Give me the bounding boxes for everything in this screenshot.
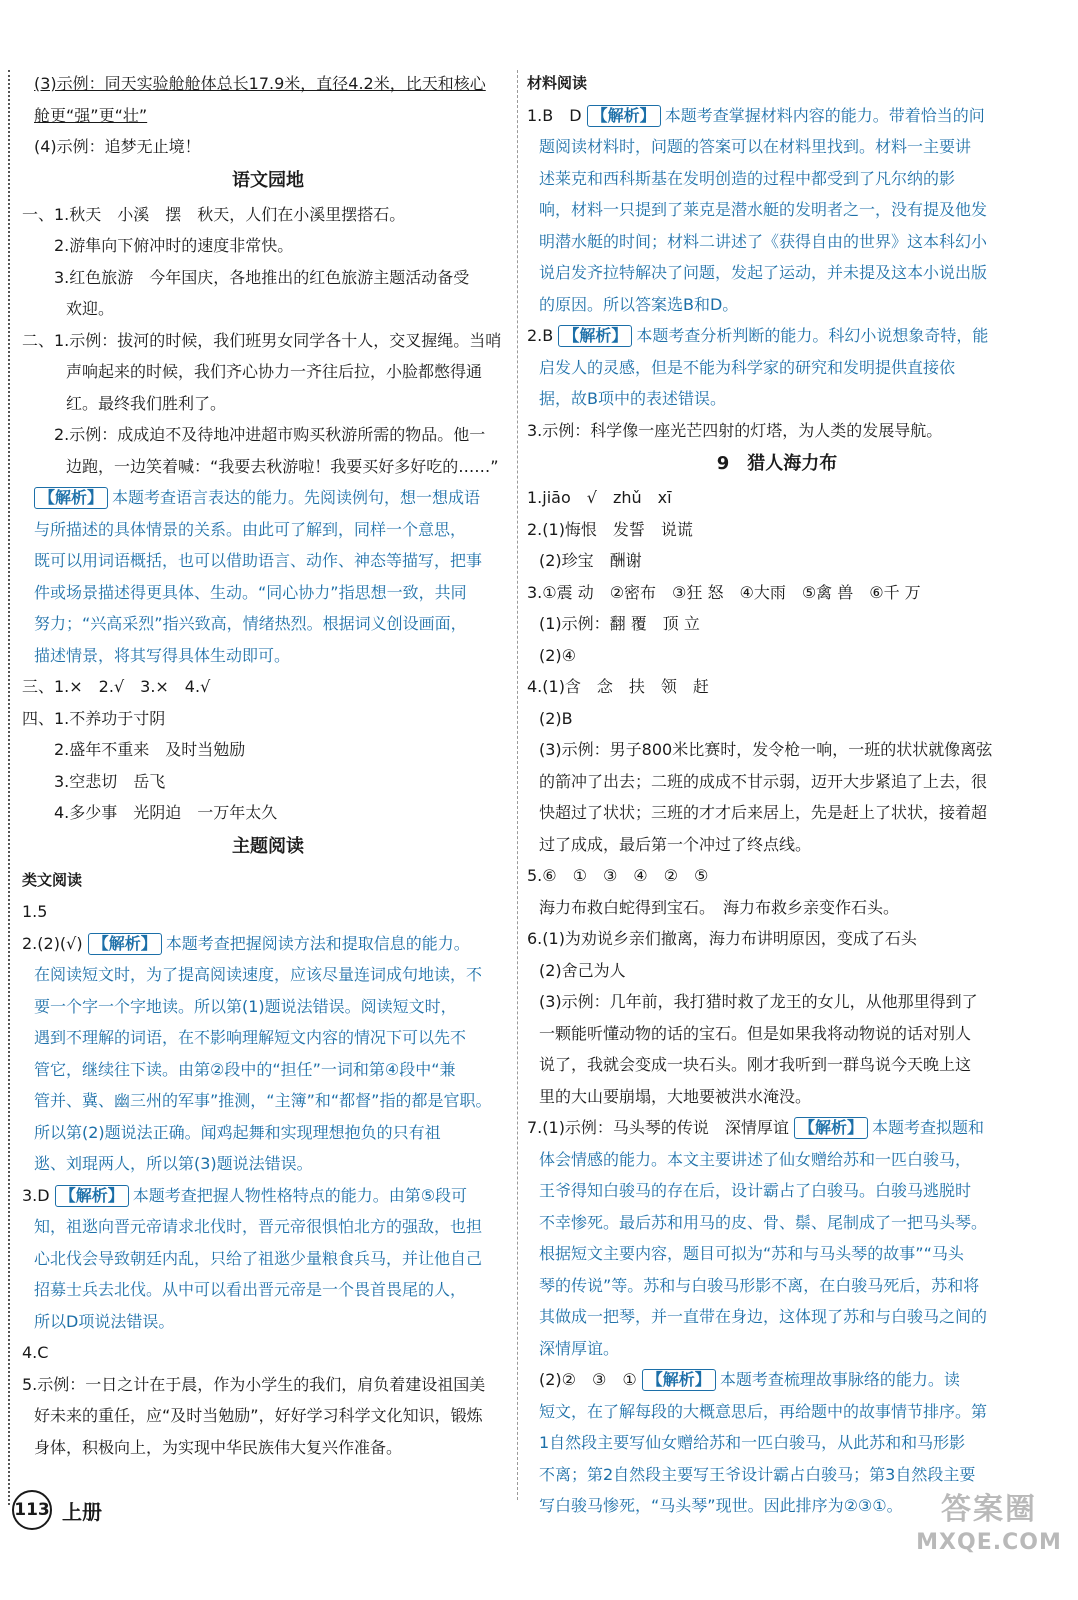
answer-line: 快超过了状状；三班的才才后来居上，先是赶上了状状，接着超 — [539, 803, 988, 822]
answer-line — [527, 1112, 1027, 1144]
explanation-line: 逖、刘琨两人，所以第(3)题说法错误。 — [34, 1154, 313, 1173]
answer-text: 2.(2)(√) — [22, 933, 83, 953]
explanation-line: 管并、冀、幽三州的军事”推测，“主簿”和“都督”指的都是官职。 — [34, 1091, 492, 1110]
right-column — [527, 68, 1027, 1522]
explanation-line: 1自然段主要写仙女赠给苏和一匹白骏马，从此苏和和马形影 — [539, 1433, 966, 1452]
answer-line: 的箭冲了出去；二班的成成不甘示弱，迈开大步紧追了上去，很 — [539, 771, 988, 791]
answer-line: 2.盛年不重来 及时当勉励 — [54, 740, 246, 759]
answer-line: 好未来的重任，应“及时当勉励”，好好学习科学文化知识，锻炼 — [34, 1406, 483, 1425]
subsection-heading: 材料阅读 — [527, 74, 588, 92]
answer-line: 红。最终我们胜利了。 — [66, 393, 227, 413]
answer-line: 海力布救白蛇得到宝石。 海力布救乡亲变作石头。 — [539, 897, 900, 917]
answer-line: 4.(1)含 念 扶 领 赶 — [527, 677, 709, 696]
explanation-line: 不幸惨死。最后苏和用马的皮、骨、鬃、尾制成了一把马头琴。 — [539, 1212, 988, 1232]
section-heading: 主题阅读 — [232, 835, 304, 857]
answer-text: (3)示例：同天实验舱舱体总长17.9米，直径4.2米，比天和核心 — [34, 74, 486, 93]
explanation-line: 王爷得知白骏马的存在后，设计霸占了白骏马。白骏马逃脱时 — [539, 1181, 972, 1200]
answer-line: 过了成成，最后第一个冲过了终点线。 — [539, 834, 812, 854]
explanation-line: 在阅读短文时，为了提高阅读速度，应该尽量连词成句地读，不 — [34, 965, 483, 984]
answer-line: 二、1.示例：拔河的时候，我们班男女同学各十人，交叉握绳。当哨 — [22, 330, 502, 350]
explanation-text: 本题考查拟题和 — [872, 1118, 985, 1137]
explanation-text: 本题考查梳理故事脉络的能力。读 — [719, 1370, 960, 1389]
answer-line: 三、1.× 2.√ 3.× 4.√ — [22, 677, 211, 696]
explanation-line: 根据短文主要内容，题目可拟为“苏和与马头琴的故事”“马头 — [539, 1244, 964, 1263]
answer-text: 舱更“强”更“壮” — [34, 105, 148, 125]
answer-line: 2.(1)悔恨 发誓 说谎 — [527, 519, 693, 539]
explanation-line: 招募士兵去北伐。从中可以看出晋元帝是一个畏首畏尾的人， — [34, 1280, 467, 1299]
answer-line: (1)示例：翻 覆 顶 立 — [539, 614, 700, 633]
explanation-line: 琴的传说”等。苏和与白骏马形影不离，在白骏马死后，苏和将 — [539, 1275, 980, 1295]
explanation-text: 本题考查语言表达的能力。先阅读例句，想一想成语 — [112, 488, 481, 507]
explanation-tag: 【解析】 — [88, 933, 162, 955]
explanation-line: 所以D项说法错误。 — [34, 1311, 175, 1331]
explanation-line: 述莱克和西科斯基在发明创造的过程中都受到了凡尔纳的影 — [539, 168, 956, 188]
explanation-line: 据，故B项中的表述错误。 — [539, 389, 726, 408]
explanation-line: 知，祖逖向晋元帝请求北伐时，晋元帝很惧怕北方的强敌，也担 — [34, 1217, 483, 1236]
answer-line — [22, 1180, 514, 1212]
answer-line: (3)示例：几年前，我打猎时救了龙王的女儿，从他那里得到了 — [539, 992, 978, 1011]
answer-line — [527, 1364, 1027, 1396]
answer-line: (2)B — [539, 708, 573, 728]
answer-line: 边跑，一边笑着喊：“我要去秋游啦！我要买好多好吃的……” — [66, 456, 499, 476]
explanation-line: 管它，继续往下读。由第②段中的“担任”一词和第④段中“兼 — [34, 1059, 456, 1079]
explanation-line: 既可以用词语概括，也可以借助语言、动作、神态等描写，把事 — [34, 551, 483, 570]
explanation-line: 遇到不理解的词语，在不影响理解短文内容的情况下可以先不 — [34, 1028, 467, 1047]
explanation-tag: 【解析】 — [642, 1369, 716, 1391]
explanation-text: 本题考查把握阅读方法和提取信息的能力。 — [165, 933, 470, 953]
explanation-line: 所以第(2)题说法正确。闻鸡起舞和实现理想抱负的只有祖 — [34, 1122, 441, 1142]
explanation-text: 本题考查掌握材料内容的能力。带着恰当的问 — [664, 105, 985, 125]
explanation-text: 本题考查把握人物性格特点的能力。由第⑤段可 — [132, 1185, 468, 1205]
answer-line: 里的大山要崩塌，大地要被洪水淹没。 — [539, 1086, 812, 1106]
answer-line — [22, 68, 514, 100]
explanation-tag: 【解析】 — [34, 487, 108, 509]
watermark-url: MXQE.COM — [916, 1530, 1062, 1555]
answer-line: 四、1.不养功于寸阴 — [22, 708, 166, 728]
answer-line: 一、1.秋天 小溪 摆 秋天，人们在小溪里摆搭石。 — [22, 204, 406, 224]
explanation-line: 说启发齐拉特解决了问题，发起了运动，并未提及这本小说出版 — [539, 263, 988, 282]
answer-line: 身体，积极向上，为实现中华民族伟大复兴作准备。 — [34, 1437, 403, 1457]
section-heading: 语文园地 — [232, 169, 304, 191]
explanation-line: 写白骏马惨死，“马头琴”现世。因此排序为②③①。 — [539, 1496, 903, 1515]
explanation-line — [22, 482, 514, 514]
answer-text: 2.B — [527, 326, 554, 345]
watermark-logo — [914, 1490, 1064, 1556]
explanation-line: 题阅读材料时，问题的答案可以在材料里找到。材料一主要讲 — [539, 137, 972, 156]
explanation-tag: 【解析】 — [558, 325, 632, 347]
explanation-line: 件或场景描述得更具体、生动。“同心协力”指思想一致，共同 — [34, 582, 467, 602]
answer-line — [22, 100, 514, 132]
explanation-line: 启发人的灵感，但是不能为科学家的研究和发明提供直接依 — [539, 357, 956, 377]
answer-line: 1.jiāo √ zhǔ xī — [527, 488, 672, 507]
answer-line: (2)④ — [539, 645, 577, 665]
explanation-line: 努力；“兴高采烈”指兴致高，情绪热烈。根据词义创设画面， — [34, 614, 467, 633]
answer-line — [527, 320, 1027, 352]
left-column — [22, 68, 514, 1463]
answer-text: 7.(1)示例：马头琴的传说 深情厚谊 — [527, 1118, 789, 1137]
explanation-line: 体会情感的能力。本文主要讲述了仙女赠给苏和一匹白骏马， — [539, 1149, 972, 1169]
explanation-line: 短文，在了解每段的大概意思后，再给题中的故事情节排序。第 — [539, 1401, 988, 1421]
answer-line: (2)珍宝 酬谢 — [539, 551, 642, 570]
page-footer — [12, 1490, 102, 1530]
answer-line: 5.⑥ ① ③ ④ ② ⑤ — [527, 866, 709, 885]
answer-line: 2.示例：成成迫不及待地冲进超市购买秋游所需的物品。他一 — [54, 425, 486, 444]
explanation-tag: 【解析】 — [794, 1117, 868, 1139]
explanation-line: 明潜水艇的时间；材料二讲述了《获得自由的世界》这本科幻小 — [539, 231, 988, 251]
explanation-text: 本题考查分析判断的能力。科幻小说想象奇特，能 — [636, 326, 989, 345]
explanation-tag: 【解析】 — [55, 1185, 129, 1207]
explanation-tag: 【解析】 — [587, 105, 661, 127]
volume-label: 上册 — [62, 1499, 102, 1524]
column-divider — [517, 70, 518, 1500]
answer-text: (2)② ③ ① — [539, 1370, 637, 1389]
explanation-line: 心北伐会导致朝廷内乱，只给了祖逖少量粮食兵马，并让他自己 — [34, 1248, 483, 1268]
watermark-text: 答案圈 — [941, 1492, 1037, 1527]
answer-text: 3.D — [22, 1185, 50, 1205]
answer-line: 3.①震 动 ②密布 ③狂 怒 ④大雨 ⑤禽 兽 ⑥千 万 — [527, 582, 921, 602]
answer-line: 2.游隼向下俯冲时的速度非常快。 — [54, 236, 294, 255]
answer-line: 5.示例：一日之计在于晨，作为小学生的我们，肩负着建设祖国美 — [22, 1374, 486, 1394]
lesson-title: 9 猎人海力布 — [716, 453, 838, 474]
explanation-line: 响，材料一只提到了莱克是潜水艇的发明者之一，没有提及他发 — [539, 200, 988, 219]
answer-line: 1.5 — [22, 902, 48, 921]
answer-line: 4.多少事 光阴迫 一万年太久 — [54, 803, 278, 822]
answer-line: (4)示例：追梦无止境！ — [34, 137, 201, 156]
page-number-badge: 113 — [12, 1490, 52, 1530]
explanation-line: 要一个字一个字地读。所以第(1)题说法错误。阅读短文时， — [34, 996, 457, 1016]
answer-line: 欢迎。 — [66, 299, 115, 318]
binding-dotted-line — [8, 70, 10, 1505]
explanation-line: 不离；第2自然段主要写王爷设计霸占白骏马；第3自然段主要 — [539, 1464, 976, 1484]
answer-line: 6.(1)为劝说乡亲们撤离，海力布讲明原因，变成了石头 — [527, 929, 917, 948]
subsection-heading: 类文阅读 — [22, 870, 83, 889]
answer-line: 3.示例：科学像一座光芒四射的灯塔，为人类的发展导航。 — [527, 420, 943, 440]
explanation-line: 其做成一把琴，并一直带在身边，这体现了苏和与白骏马之间的 — [539, 1307, 988, 1326]
explanation-line: 的原因。所以答案选B和D。 — [539, 294, 739, 314]
answer-line: 声响起来的时候，我们齐心协力一齐往后拉，小脸都憋得通 — [66, 362, 483, 381]
explanation-line: 与所描述的具体情景的关系。由此可了解到，同样一个意思， — [34, 519, 467, 539]
answer-line: (3)示例：男子800米比赛时，发令枪一响，一班的状状就像离弦 — [539, 740, 993, 759]
answer-text: 1.B D — [527, 105, 582, 125]
answer-line — [22, 928, 514, 960]
explanation-line: 描述情景，将其写得具体生动即可。 — [34, 645, 291, 665]
answer-line: 说了，我就会变成一块石头。刚才我听到一群鸟说今天晚上这 — [539, 1055, 972, 1074]
answer-line: 3.空悲切 岳飞 — [54, 771, 166, 791]
answer-line — [527, 100, 1027, 132]
explanation-line: 深情厚谊。 — [539, 1338, 620, 1358]
answer-line: 4.C — [22, 1343, 49, 1362]
answer-line: (2)舍己为人 — [539, 960, 626, 980]
answer-line: 一颗能听懂动物的话的宝石。但是如果我将动物说的话对别人 — [539, 1023, 972, 1043]
answer-line: 3.红色旅游 今年国庆，各地推出的红色旅游主题活动备受 — [54, 267, 470, 287]
